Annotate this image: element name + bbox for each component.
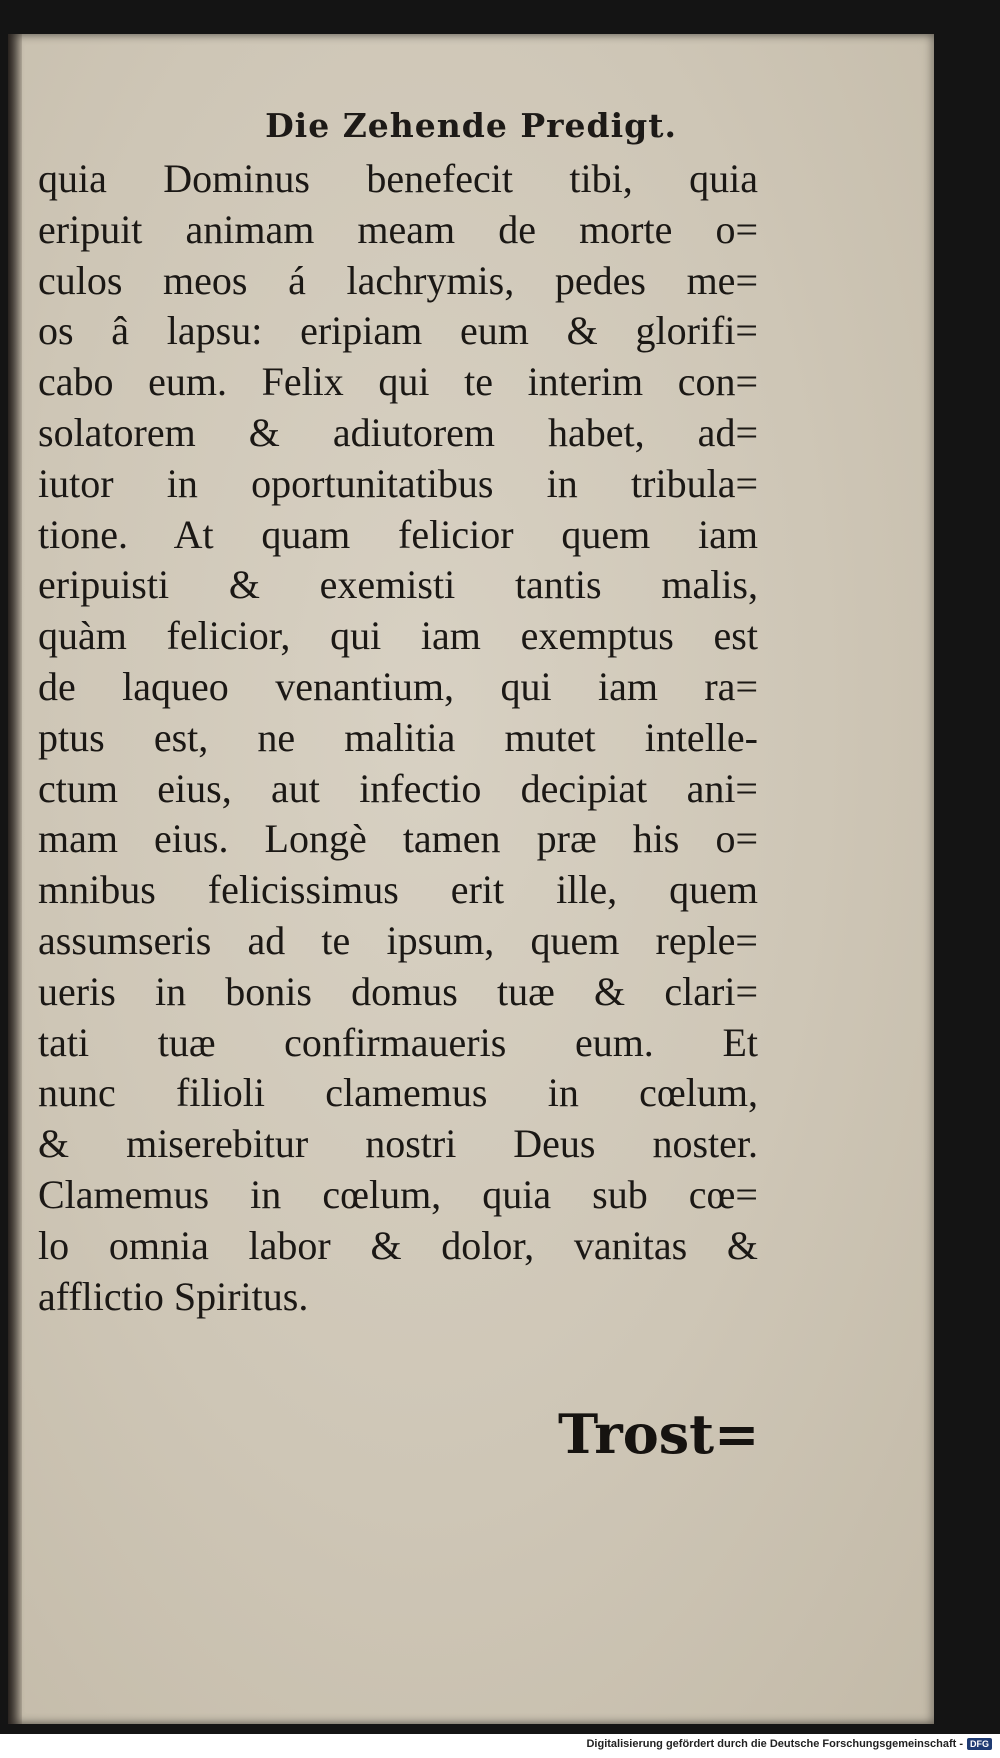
text-line: Clamemus in cœlum, quia sub cœ= — [38, 1171, 758, 1217]
text-line: quàm felicior, qui iam exemptus est — [38, 613, 758, 659]
text-line: afflictio Spiritus. — [38, 1273, 309, 1319]
text-line: quia Dominus benefecit tibi, quia — [38, 156, 758, 201]
text-line: iutor in oportunitatibus in tribula= — [38, 460, 758, 506]
catchword: Trost= — [558, 1402, 760, 1466]
text-line: ueris in bonis domus tuæ & clari= — [38, 968, 758, 1014]
credit-text: Digitalisierung gefördert durch die Deutsche Forschungsgemeinschaft - — [586, 1738, 963, 1750]
text-line: culos meos á lachrymis, pedes me= — [38, 257, 758, 303]
text-line: & miserebitur nostri Deus noster. — [38, 1121, 758, 1167]
dfg-logo: DFG — [967, 1738, 992, 1750]
digitization-credit — [586, 1738, 992, 1750]
text-line: ctum eius, aut infectio decipiat ani= — [38, 765, 758, 811]
text-line: mam eius. Longè tamen præ his o= — [38, 816, 758, 862]
running-head: Die Zehende Predigt. — [265, 106, 677, 145]
text-line: eripuisti & exemisti tantis malis, — [38, 562, 758, 608]
text-line: cabo eum. Felix qui te interim con= — [38, 359, 758, 405]
text-line: de laqueo venantium, qui iam ra= — [38, 663, 758, 709]
text-line: mnibus felicissimus erit ille, quem — [38, 867, 758, 913]
text-line: solatorem & adiutorem habet, ad= — [38, 409, 758, 455]
text-line: tati tuæ confirmaueris eum. Et — [38, 1019, 758, 1065]
book-page — [8, 34, 934, 1724]
page-body — [38, 154, 758, 1322]
text-line: ptus est, ne malitia mutet intelle- — [38, 714, 758, 760]
text-line: tione. At quam felicior quem iam — [38, 511, 758, 557]
text-line: eripuit animam meam de morte o= — [38, 206, 758, 252]
text-line: nunc filioli clamemus in cœlum, — [38, 1070, 758, 1116]
text-line: os â lapsu: eripiam eum & glorifi= — [38, 308, 758, 354]
text-line: assumseris ad te ipsum, quem reple= — [38, 917, 758, 963]
text-line: lo omnia labor & dolor, vanitas & — [38, 1222, 758, 1268]
page-gutter-shadow — [8, 34, 22, 1724]
